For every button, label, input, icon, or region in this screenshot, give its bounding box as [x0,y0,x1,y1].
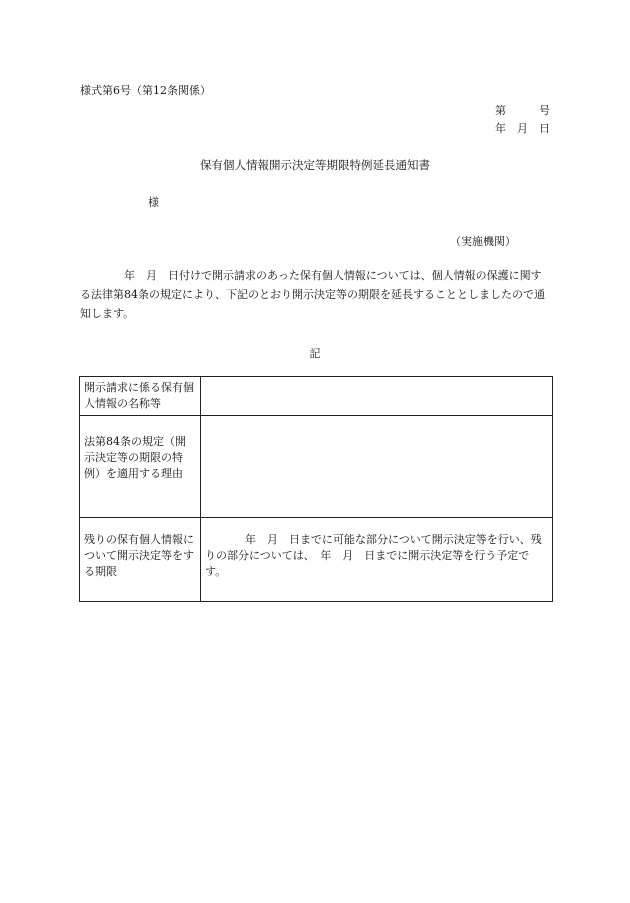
document-number: 第 号 [495,104,550,117]
table-row [80,518,553,602]
row-label-deadline: 残りの保有個人情報について開示決定等をする期限 [80,518,201,602]
issuing-agency: （実施機関） [450,235,516,248]
row-value-deadline [201,518,553,602]
table-row [80,416,553,518]
details-table [79,376,553,602]
row-label-info-name: 開示請求に係る保有個人情報の名称等 [80,377,201,416]
row-value-info-name [201,377,553,416]
ki-heading: 記 [309,347,321,360]
document-date: 年 月 日 [495,122,550,135]
row-label-reason: 法第84条の規定（開示決定等の期限の特例）を適用する理由 [80,416,201,518]
document-title: 保有個人情報開示決定等期限特例延長通知書 [200,158,430,172]
form-number: 様式第6号（第12条関係） [80,84,211,97]
addressee: 様 [148,196,159,209]
deadline-text: 年 月 日までに可能な部分について開示決定等を行い、残りの部分については、 年 月 日までに開示決定等を行う予定です。 [205,533,542,578]
row-value-reason [201,416,553,518]
notice-body: 年 月 日付けで開示請求のあった保有個人情報については、個人情報の保護に関する法律第84条の規定により、下記のとおり開示決定等の期限を延長することとしましたので通知します。 [80,269,545,320]
table-row [80,377,553,416]
